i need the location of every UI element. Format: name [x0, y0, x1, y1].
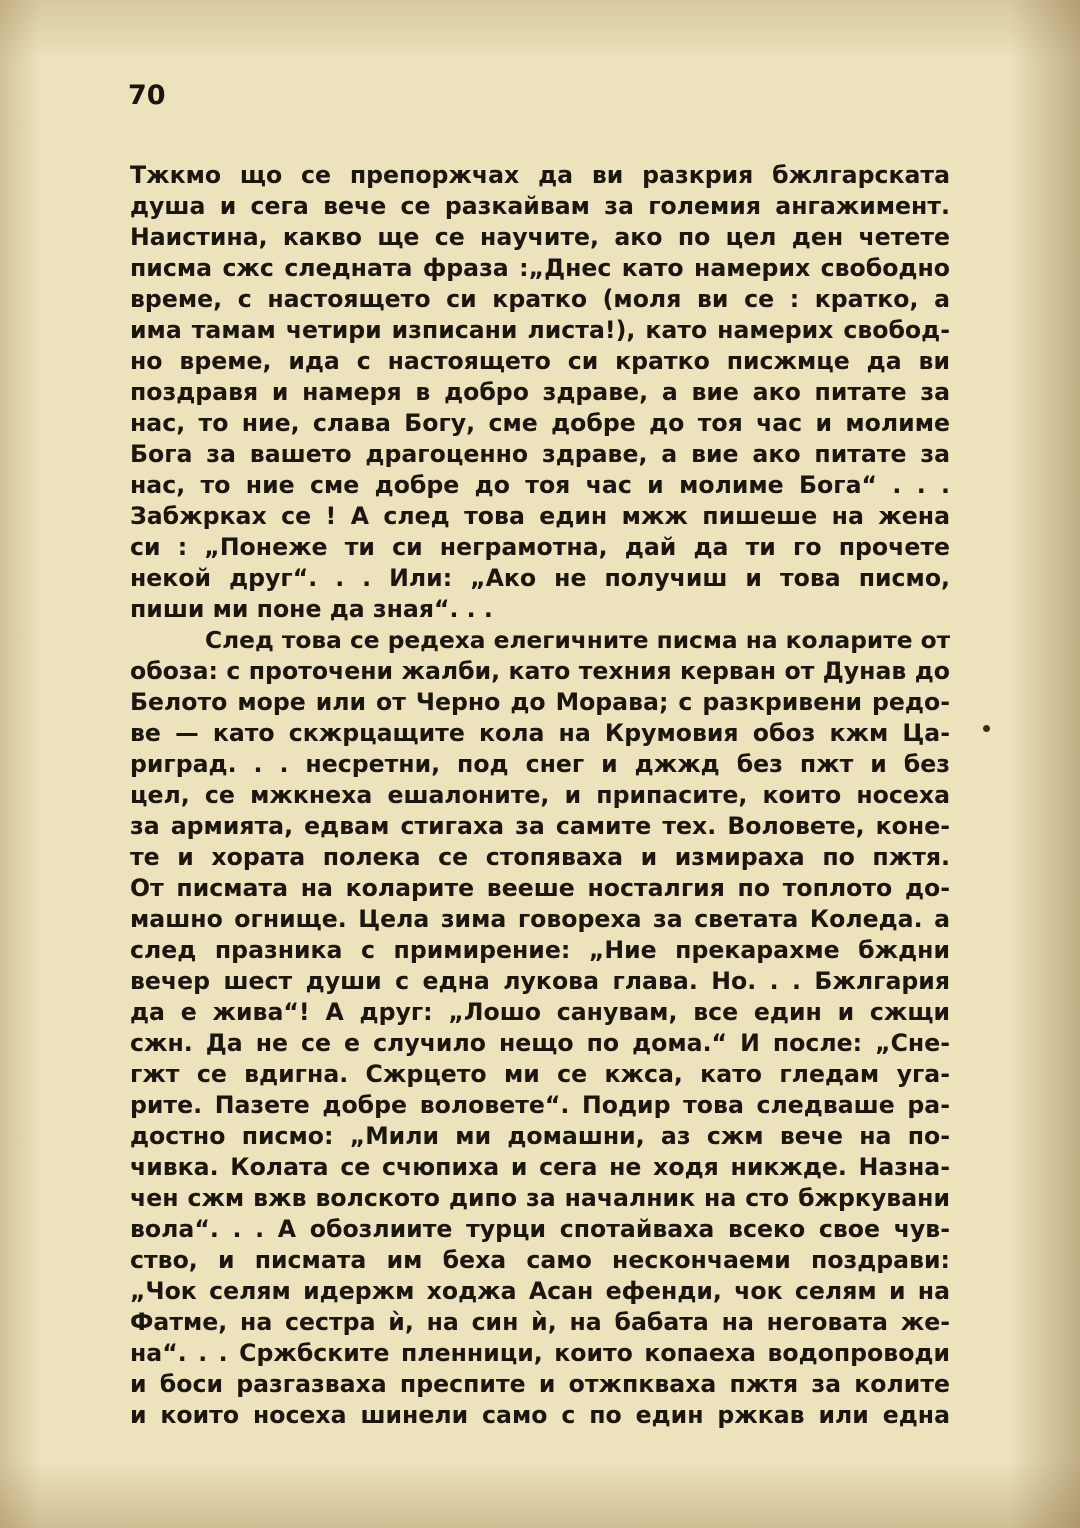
text-line: гжт се вдигна. Сжрцето ми се кжса, като гледам уга-: [130, 1060, 950, 1088]
text-line: си : „Понеже ти си неграмотна, дай да ти го прочете: [130, 533, 950, 561]
text-line: за армията, едвам стигаха за самите тех. Воловете, коне-: [130, 812, 950, 840]
text-line: има тамам четири изписани листа!), като намерих свобод-: [130, 316, 950, 344]
text-line: нас, то ние сме добре до тоя час и молиме Бога“ . . .: [130, 471, 950, 499]
text-line: цел, се мжкнеха ешалоните, и припасите, които носеха: [130, 781, 950, 809]
text-line: ве — като скжрцащите кола на Крумовия обоз кжм Ца-: [130, 719, 950, 747]
body-text: [130, 160, 950, 1431]
text-line: риград. . . несретни, под снег и джжд без пжт и без: [130, 750, 950, 778]
text-line: и които носеха шинели само с по един ржкав или една: [130, 1401, 950, 1429]
text-line: машно огнище. Цела зима говореха за светата Коледа. а: [130, 905, 950, 933]
text-line: „Чок селям идержм ходжа Асан ефенди, чок селям и на: [130, 1277, 950, 1305]
text-line: Забжрках се ! А след това един мжж пишеше на жена: [130, 502, 950, 530]
text-line: но време, ида с настоящето си кратко писжмце да ви: [130, 347, 950, 375]
ink-spot: [983, 725, 990, 732]
text-line: Тжкмо що се препоржчах да ви разкрия бжлгарската: [130, 161, 950, 189]
text-line: Наистина, какво ще се научите, ако по цел ден четете: [130, 223, 950, 251]
paragraph-start-line: След това се редеха елегичните писма на коларите от: [205, 627, 951, 654]
text-line: чивка. Колата се счюпиха и сега не ходя никжде. Назна-: [130, 1153, 950, 1181]
text-line: обоза: с проточени жалби, като техния керван от Дунав до: [130, 657, 950, 685]
text-line: рите. Пазете добре воловете“. Подир това следваше ра-: [130, 1091, 950, 1119]
text-line: ство, и писмата им беха само нескончаеми поздрави:: [130, 1246, 950, 1274]
text-line: пиши ми поне да зная“. . .: [130, 595, 493, 623]
text-line: и боси разгазваха преспите и отжпкваха пжтя за колите: [130, 1370, 950, 1398]
text-line: да е жива“! А друг: „Лошо санувам, все един и сжщи: [130, 998, 950, 1026]
text-line: От писмата на коларите вееше носталгия по топлото до-: [130, 874, 950, 902]
text-line: писма сжс следната фраза :„Днес като намерих свободно: [130, 254, 950, 282]
text-line: душа и сега вече се разкайвам за големия ангажимент.: [130, 192, 950, 220]
page-number: 70: [128, 80, 166, 111]
text-line: на“. . . Сржбските пленници, които копаеха водопроводи: [130, 1339, 950, 1367]
text-line: след празника с примирение: „Ние прекарахме бждни: [130, 936, 950, 964]
text-line: Белото море или от Черно до Морава; с разкривени редо-: [130, 688, 950, 716]
text-line: поздравя и намеря в добро здраве, а вие ако питате за: [130, 378, 950, 406]
text-line: те и хората полека се стопяваха и измираха по пжтя.: [130, 843, 950, 871]
text-line: чен сжм вжв волското дипо за началник на сто бжркувани: [130, 1184, 950, 1212]
text-line: некой друг“. . . Или: „Ако не получиш и това писмо,: [130, 564, 950, 592]
text-line: сжн. Да не се е случило нещо по дома.“ И после: „Сне-: [130, 1029, 950, 1057]
text-line: Фатме, на сестра ѝ, на син ѝ, на бабата на неговата же-: [130, 1308, 950, 1336]
text-line: Бога за вашето драгоценно здраве, а вие ако питате за: [130, 440, 950, 468]
text-line: достно писмо: „Мили ми домашни, аз сжм вече на по-: [130, 1122, 950, 1150]
text-line: време, с настоящето си кратко (моля ви се : кратко, а: [130, 285, 950, 313]
text-line: вечер шест души с една лукова глава. Но. . . Бжлгария: [130, 967, 950, 995]
text-line: нас, то ние, слава Богу, сме добре до тоя час и молиме: [130, 409, 950, 437]
text-line: вола“. . . А обозлиите турци спотайваха всеко свое чув-: [130, 1215, 950, 1243]
